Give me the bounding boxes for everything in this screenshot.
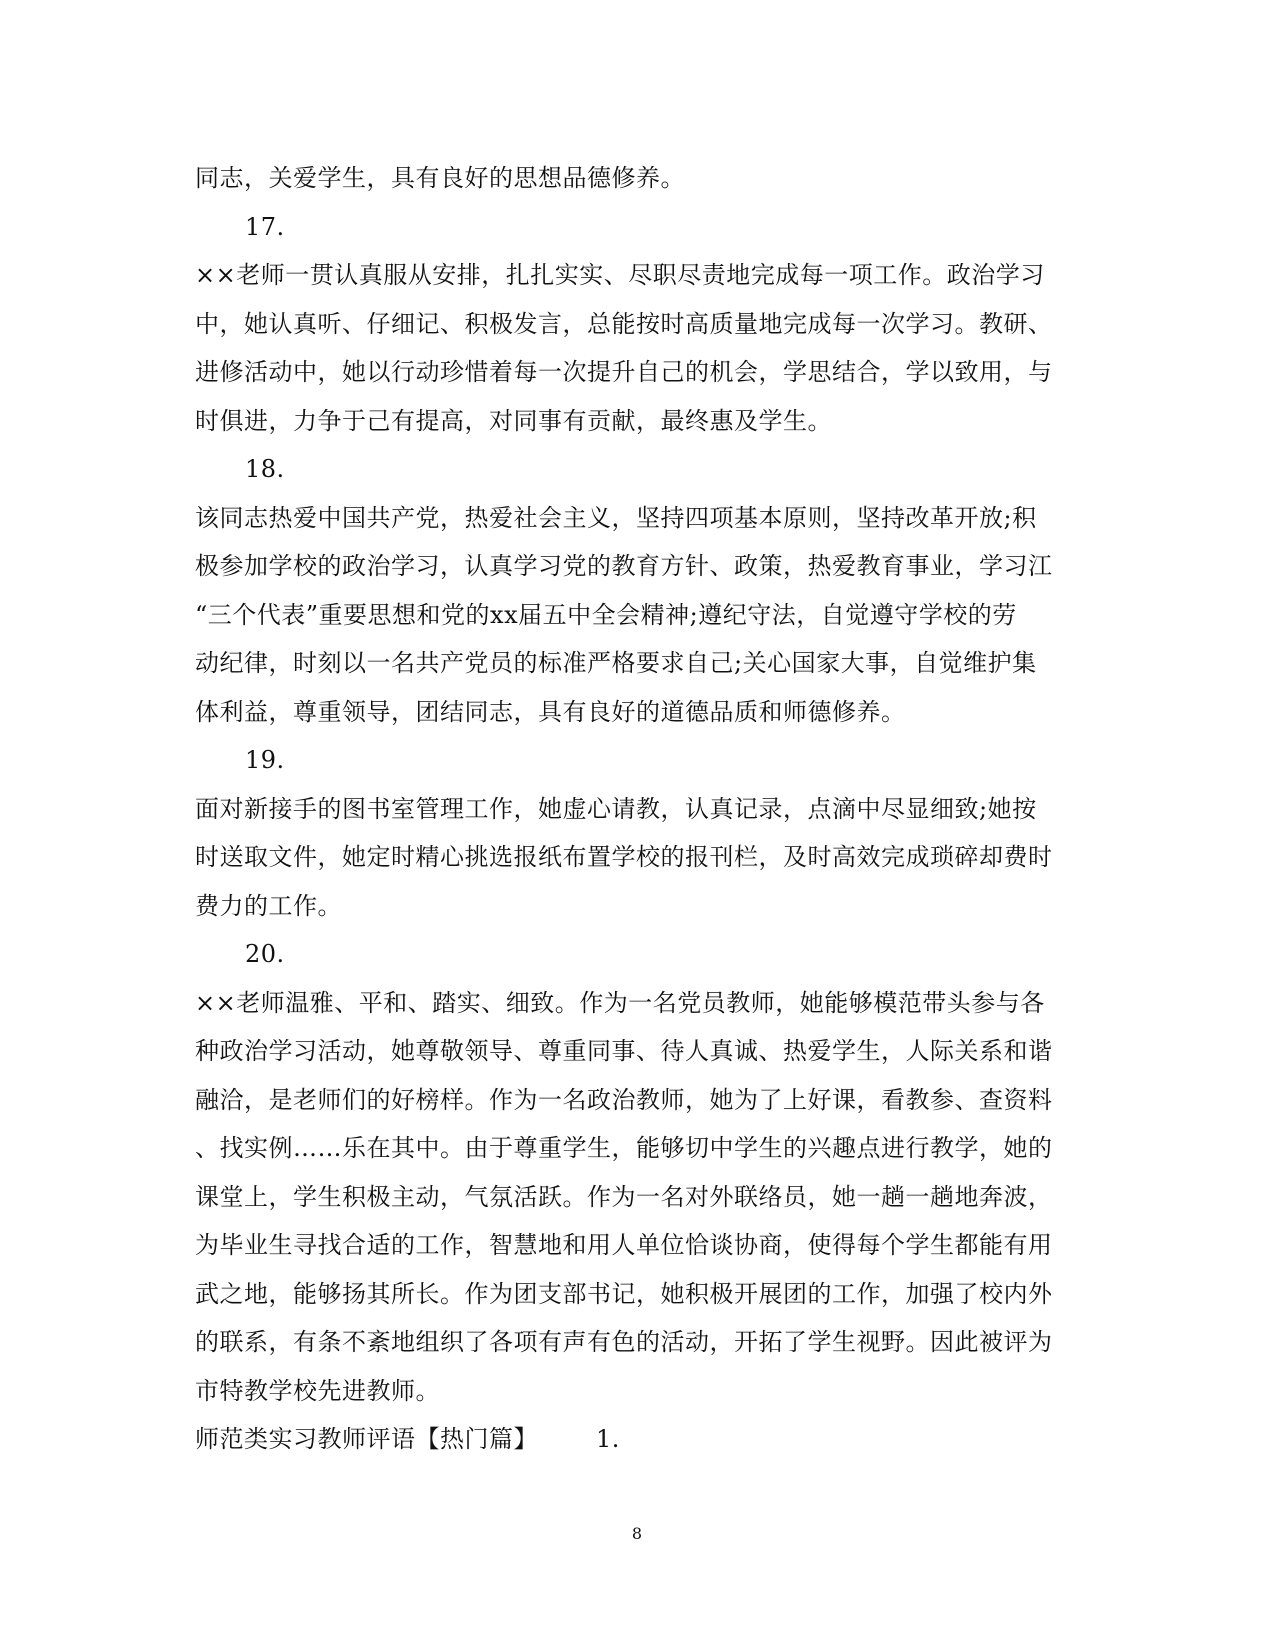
text-line: 进修活动中，她以行动珍惜着每一次提升自己的机会，学思结合，学以致用，与 [195,358,1053,386]
item-number: 17. [245,212,285,241]
text-line: 面对新接手的图书室管理工作，她虚心请教，认真记录，点滴中尽显细致;她按 [195,794,1037,823]
text-line: 武之地，能够扬其所长。作为团支部书记，她积极开展团的工作，加强了校内外 [195,1279,1053,1308]
text-line: 时俱进，力争于己有提高，对同事有贡献，最终惠及学生。 [195,406,832,435]
text-line: 种政治学习活动，她尊敬领导、尊重同事、待人真诚、热爱学生，人际关系和谐 [195,1037,1053,1065]
item-number: 19. [245,746,285,774]
text-line: 市特教学校先进教师。 [195,1376,440,1405]
text-line: 的联系，有条不紊地组织了各项有声有色的活动，开拓了学生视野。因此被评为 [195,1328,1053,1356]
text-line: 中，她认真听、仔细记、积极发言，总能按时高质量地完成每一次学习。教研、 [195,309,1053,338]
item-number: 20. [245,940,285,968]
text-line: 该同志热爱中国共产党，热爱社会主义，坚持四项基本原则，坚持改革开放;积 [195,503,1037,532]
text-line: 融洽，是老师们的好榜样。作为一名政治教师，她为了上好课，看教参、查资料 [195,1085,1053,1114]
body-text [195,154,1075,1464]
text-line: ××老师温雅、平和、踏实、细致。作为一名党员教师，她能够模范带头参与各 [195,988,1045,1017]
text-line: 为毕业生寻找合适的工作，智慧地和用人单位恰谈协商，使得每个学生都能有用 [195,1231,1053,1259]
item-number: 18. [245,455,285,483]
text-line: “三个代表”重要思想和党的xx届五中全会精神;遵纪守法，自觉遵守学校的劳 [195,600,1017,629]
page-number: 8 [631,1524,643,1543]
text-line: 费力的工作。 [195,891,342,920]
text-line: 极参加学校的政治学习，认真学习党的教育方针、政策，热爱教育事业，学习江 [195,552,1053,580]
text-line: 课堂上，学生积极主动，气氛活跃。作为一名对外联络员，她一趟一趟地奔波， [195,1182,1053,1211]
section-heading [195,1415,1075,1464]
text-line: 、找实例……乐在其中。由于尊重学生，能够切中学生的兴趣点进行教学，她的 [195,1134,1053,1162]
section-heading-number: 1. [596,1425,620,1453]
text-line: 体利益，尊重领导，团结同志，具有良好的道德品质和师德修养。 [195,697,906,726]
text-line: 时送取文件，她定时精心挑选报纸布置学校的报刊栏，及时高效完成琐碎却费时 [195,843,1053,871]
text-line: 同志，关爱学生，具有良好的思想品德修养。 [195,164,685,192]
text-line: ××老师一贯认真服从安排，扎扎实实、尽职尽责地完成每一项工作。政治学习 [195,261,1045,289]
text-line: 动纪律，时刻以一名共产党员的标准严格要求自己;关心国家大事，自觉维护集 [195,649,1037,677]
section-heading-title: 师范类实习教师评语【热门篇】 [195,1425,538,1453]
